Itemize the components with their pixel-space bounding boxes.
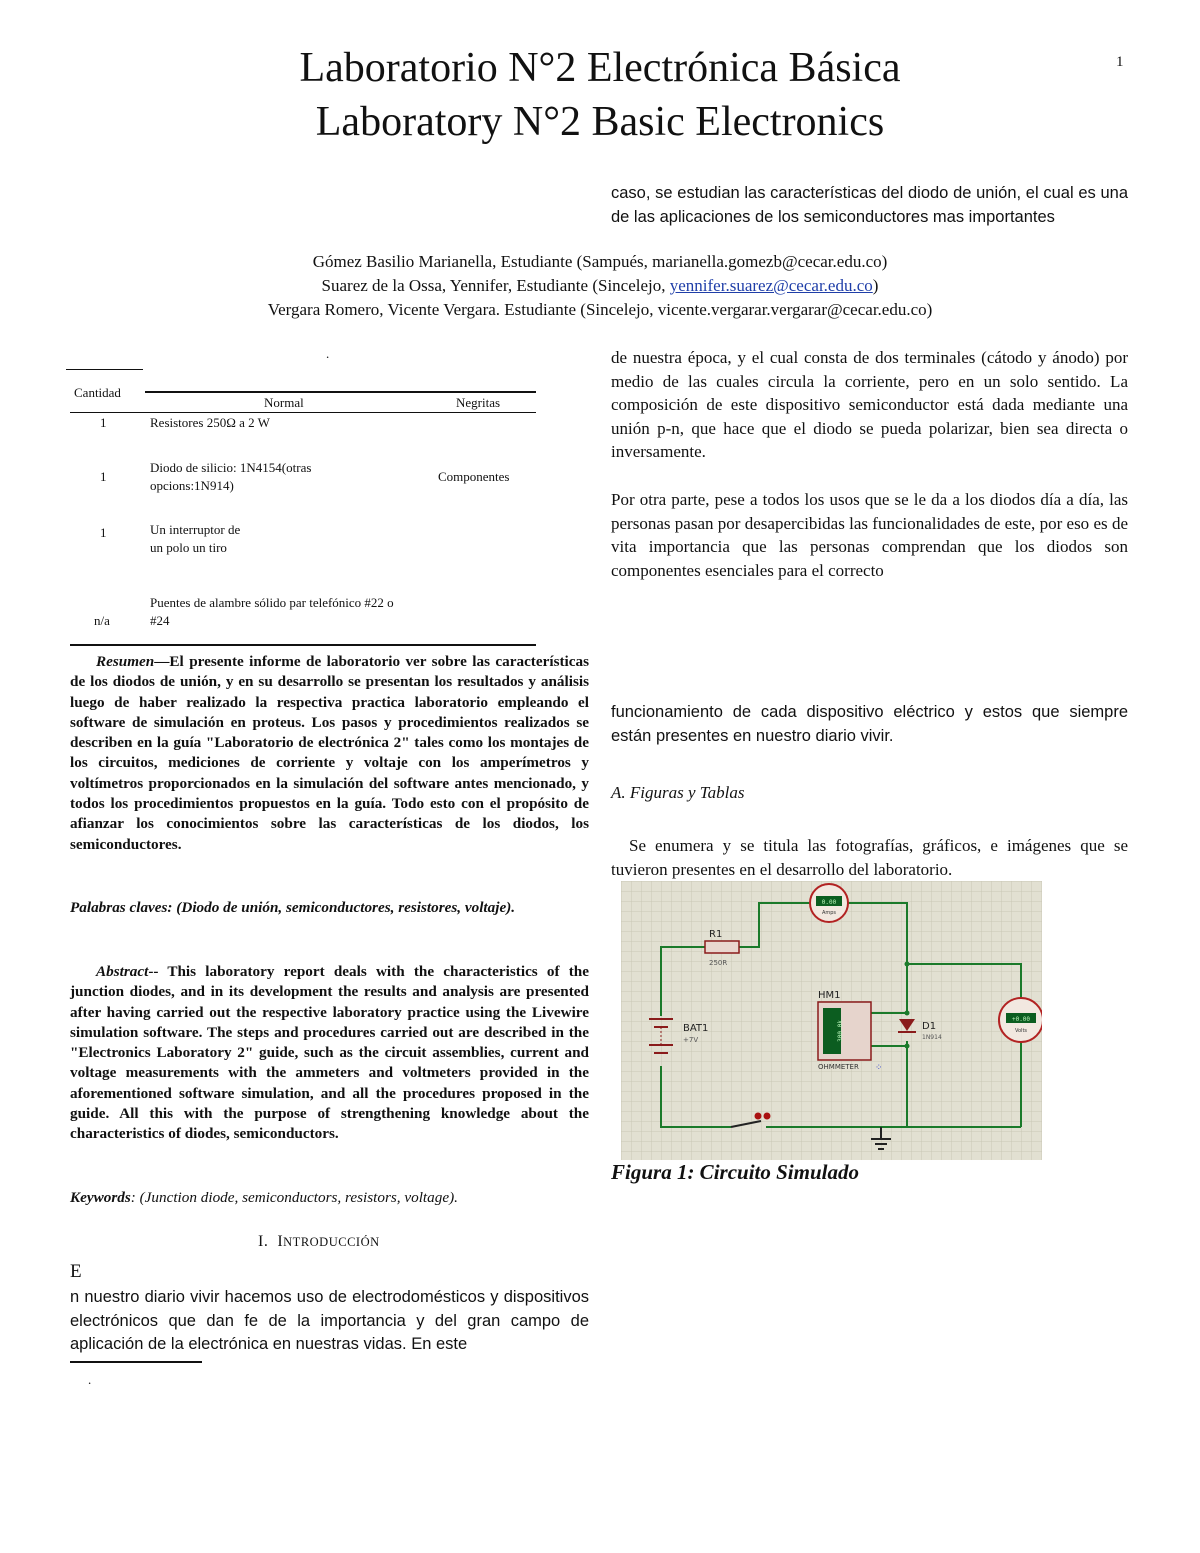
title-english: Laboratory N°2 Basic Electronics <box>315 99 885 145</box>
dot-marker-bottom: . <box>88 1372 92 1387</box>
table-cell-item: Puentes de alambre sólido par telefónico #22 o #24 <box>150 595 394 628</box>
voltmeter-icon <box>999 998 1042 1042</box>
right-paragraph-5: Se enumera y se titula las fotografías, gráficos, e imágenes que se tuvieron presentes en el desarrollo del laboratorio. <box>611 836 1128 879</box>
table-cell-item: Un interruptor de un polo un tiro <box>150 522 241 555</box>
title-spanish: Laboratorio N°2 Electrónica Básica <box>299 45 901 91</box>
author-email-link[interactable]: yennifer.suarez@cecar.edu.co <box>669 276 873 295</box>
diode-value: 1N914 <box>922 1034 942 1041</box>
footnote-rule-top <box>66 369 143 370</box>
resistor-value: 250R <box>709 959 728 967</box>
table-cell-group: Componentes <box>438 469 510 484</box>
subsection-heading: A. Figuras y Tablas <box>611 783 745 802</box>
keywords-line: Keywords: (Junction diode, semiconductors, resistors, voltage). <box>70 1189 458 1206</box>
voltmeter-unit: Volts <box>1014 1028 1028 1034</box>
resistor-label: R1 <box>709 929 723 940</box>
abstract-paragraph: Abstract-- This laboratory report deals with the characteristics of the junction diodes, and in its development the results and analysis are presented after having carried out the respective laboratory practice using the Livewire simulation software. The steps and procedures carried out are described in the "Electronics Laboratory 2" guide, such as the circuit assemblies, current and voltage measurements with the ammeters and voltmeters provided in the aforementioned software simulation, and all the procedures proposed in the guide. All this with the purpose of strengthening knowledge about the characteristics of diodes, semiconductors. <box>70 963 589 1143</box>
table-header-negritas: Negritas <box>456 395 501 410</box>
table-cell-qty: 1 <box>100 469 107 484</box>
ohmmeter-reading: 300.0k <box>837 1020 844 1042</box>
dot-marker-top: . <box>326 346 330 361</box>
right-paragraph-4: funcionamiento de cada dispositivo eléctrico y estos que siempre están presentes en nuestro diario vivir. <box>611 703 1128 745</box>
author-block <box>0 250 1200 322</box>
junction-dot <box>905 1011 910 1016</box>
cursor-icon: ⁘ <box>875 1063 883 1073</box>
table-cell-qty: 1 <box>100 415 107 430</box>
right-paragraph-1: caso, se estudian las características del diodo de unión, el cual es una de las aplicaciones de los semiconductores mas importantes <box>611 184 1128 226</box>
circuit-schematic <box>621 881 1042 1160</box>
figure-caption: Figura 1: Circuito Simulado <box>611 1160 859 1184</box>
resumen-label: Resumen <box>96 653 155 670</box>
ammeter-icon <box>810 884 848 922</box>
intro-paragraph: n nuestro diario vivir hacemos uso de electrodomésticos y dispositivos electrónicos que dan fe de la importancia y del gran campo de aplicación de la electrónica en nuestras vidas. En este <box>70 1288 589 1353</box>
table-cell-qty: 1 <box>100 525 107 540</box>
battery-value: +7V <box>683 1036 699 1044</box>
junction-dot <box>905 1044 910 1049</box>
junction-dot <box>905 962 910 967</box>
table-bottom-rule <box>70 644 536 646</box>
battery-label: BAT1 <box>683 1023 709 1034</box>
voltmeter-reading: +0.00 <box>1011 1016 1031 1023</box>
abstract-label: Abstract <box>96 963 149 980</box>
table-header-normal: Normal <box>264 395 304 410</box>
keywords-label: Keywords <box>70 1189 131 1206</box>
author-line-2: Suarez de la Ossa, Yennifer, Estudiante (Sincelejo, yennifer.suarez@cecar.edu.co) <box>321 276 879 295</box>
table-cell-qty: n/a <box>94 613 110 628</box>
author-line-3: Vergara Romero, Vicente Vergara. Estudiante (Sincelejo, vicente.vergarar.vergarar@cecar.edu.co) <box>267 300 933 319</box>
palabras-claves: Palabras claves: (Diodo de unión, semiconductores, resistores, voltaje). <box>70 899 516 916</box>
circuit-figure <box>621 881 1042 1160</box>
ohmmeter-label: HM1 <box>818 990 841 1001</box>
table-top-rule <box>145 391 536 393</box>
ammeter-unit: Amps <box>821 910 837 916</box>
table-cell-item: Resistores 250Ω a 2 W <box>150 415 270 430</box>
ohmmeter-sublabel: OHMMETER <box>818 1063 859 1071</box>
intro-dropcap: E <box>70 1261 82 1282</box>
table-header-cantidad: Cantidad <box>74 385 121 400</box>
page-number: 1 <box>1116 54 1124 70</box>
section-heading-intro: I. INTRODUCCIÓN <box>258 1233 380 1250</box>
resumen-paragraph: Resumen—El presente informe de laboratorio ver sobre las características de los diodos de unión, y en su desarrollo se presentan los resultados y análisis luego de haber realizado la respectiva practica laboratorio empleando el software de simulación en proteus. Los pasos y procedimientos realizados se describen en la guía "Laboratorio de electrónica 2" tales como los montajes de los circuitos, mediciones de corriente y voltaje con los amperímetros y voltímetros proporcionados en la simulación del software antes mencionado, y todos los procedimientos propuestos en la guía. Todo esto con el propósito de afianzar los conocimientos sobre las características de los diodos, los semiconductores. <box>70 653 589 853</box>
right-paragraph-2: de nuestra época, y el cual consta de dos terminales (cátodo y ánodo) por medio de las cuales circula la corriente, pero en un solo sentido. La composición de este dispositivo semiconductor está dada mediante una unión p-n, que hace que el diodo se pueda polarizar, bien sea directa o inversamente. <box>611 348 1128 461</box>
footnote-rule-bottom <box>70 1361 202 1363</box>
diode-label: D1 <box>922 1021 937 1032</box>
table-cell-item: Diodo de silicio: 1N4154(otras opcions:1N914) <box>150 460 312 493</box>
table-header-rule <box>70 412 536 413</box>
author-line-1: Gómez Basilio Marianella, Estudiante (Sampués, marianella.gomezb@cecar.edu.co) <box>312 252 888 271</box>
right-paragraph-3: Por otra parte, pese a todos los usos que se le da a los diodos día a día, las personas pasan por desapercibidas las funcionalidades de este, por eso es de vita importancia que las personas comprendan que los diodos son componentes esenciales para el correcto <box>611 490 1128 580</box>
ammeter-reading: 0.00 <box>821 899 837 906</box>
